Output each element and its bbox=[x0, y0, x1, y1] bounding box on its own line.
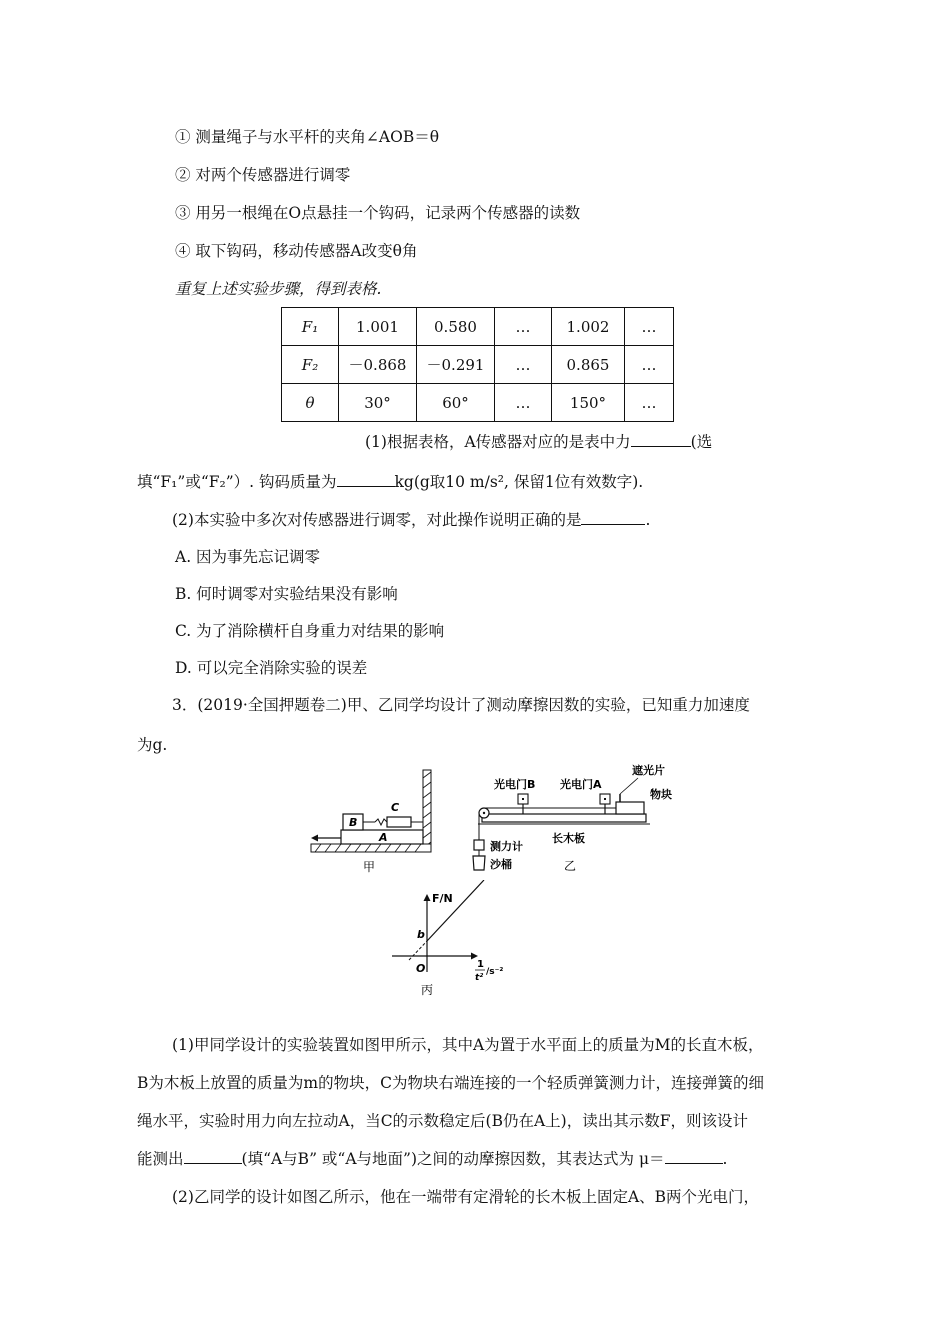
q2-2 bbox=[172, 508, 650, 530]
label-b: B bbox=[349, 816, 358, 829]
gate-a-dot bbox=[604, 798, 606, 800]
p3-1-line4-c: . bbox=[722, 1150, 728, 1168]
label-gate-a: 光电门A bbox=[560, 778, 602, 791]
q2-2-end: . bbox=[645, 511, 651, 529]
origin-label: O bbox=[416, 962, 426, 975]
option-d: D. 可以完全消除实验的误差 bbox=[175, 659, 368, 677]
label-block: 物块 bbox=[650, 788, 672, 801]
spring-scale-c bbox=[387, 817, 411, 827]
p3-1-line3: 绳水平，实验时用力向左拉动A，当C的示数稳定后(B仍在A上)，读出其示数F，则该设计 bbox=[137, 1112, 748, 1130]
answer-blank[interactable] bbox=[581, 523, 645, 525]
force-meter bbox=[474, 840, 484, 850]
table-cell: 1.001 bbox=[339, 308, 417, 346]
table-row bbox=[282, 346, 674, 384]
table-row bbox=[282, 384, 674, 422]
intercept-label: b bbox=[417, 928, 425, 941]
arrow-head bbox=[311, 835, 318, 842]
table-cell: 30° bbox=[339, 384, 417, 422]
q3-head: 3．(2019·全国押题卷二)甲、乙同学均设计了测动摩擦因数的实验，已知重力加速度 bbox=[172, 696, 750, 714]
fit-line bbox=[427, 880, 484, 941]
p3-1-line1: (1)甲同学设计的实验装置如图甲所示，其中A为置于水平面上的质量为M的长直木板， bbox=[172, 1036, 764, 1054]
table-cell: －0.868 bbox=[339, 346, 417, 384]
table-cell: 1.002 bbox=[552, 308, 625, 346]
p3-1-line2: B为木板上放置的质量为m的物块，C为物块右端连接的一个轻质弹簧测力计，连接弹簧的细 bbox=[137, 1074, 764, 1092]
shade-pointer bbox=[620, 778, 638, 794]
table-cell: … bbox=[625, 346, 674, 384]
label-board: 长木板 bbox=[552, 832, 585, 845]
y-label: F/N bbox=[432, 892, 453, 905]
dashed-extension bbox=[409, 941, 427, 960]
table-cell: F₂ bbox=[282, 346, 339, 384]
wall bbox=[423, 770, 431, 852]
table-cell: F₁ bbox=[282, 308, 339, 346]
figure-bing bbox=[388, 880, 518, 1002]
step-2: ② 对两个传感器进行调零 bbox=[175, 166, 351, 184]
block bbox=[616, 802, 644, 814]
label-meter: 测力计 bbox=[490, 840, 523, 853]
q3-head2: 为g. bbox=[137, 736, 168, 754]
label-bucket: 沙桶 bbox=[490, 858, 512, 871]
step-1: ① 测量绳子与水平杆的夹角∠AOB＝θ bbox=[175, 128, 440, 146]
table-cell: … bbox=[495, 384, 552, 422]
pulley-axle bbox=[483, 812, 485, 814]
ground bbox=[311, 844, 431, 852]
option-b: B. 何时调零对实验结果没有影响 bbox=[175, 585, 398, 603]
q2-1-line2-a: 填“F₁”或“F₂”）. 钩码质量为 bbox=[137, 473, 337, 491]
answer-blank[interactable] bbox=[184, 1162, 242, 1164]
answer-blank[interactable] bbox=[631, 445, 691, 447]
caption-jia: 甲 bbox=[363, 860, 376, 874]
table-cell: 0.580 bbox=[417, 308, 495, 346]
label-c: C bbox=[391, 801, 400, 814]
q2-1-text-end: (选 bbox=[690, 433, 713, 451]
table-row bbox=[282, 308, 674, 346]
q2-1-line2-b: kg(g取10 m/s², 保留1位有效数字). bbox=[394, 473, 644, 491]
p3-2: (2)乙同学的设计如图乙所示，他在一端带有定滑轮的长木板上固定A、B两个光电门， bbox=[172, 1188, 760, 1206]
x-label-den: t² bbox=[475, 973, 484, 983]
option-c: C. 为了消除横杆自身重力对结果的影响 bbox=[175, 622, 445, 640]
step-3: ③ 用另一根绳在O点悬挂一个钩码，记录两个传感器的读数 bbox=[175, 204, 581, 222]
q2-2-text: (2)本实验中多次对传感器进行调零，对此操作说明正确的是 bbox=[172, 511, 582, 529]
caption-yi: 乙 bbox=[564, 859, 577, 873]
repeat-note: 重复上述实验步骤，得到表格. bbox=[175, 280, 382, 298]
label-gate-b: 光电门B bbox=[494, 778, 536, 791]
data-table bbox=[281, 307, 674, 422]
table-cell: … bbox=[495, 308, 552, 346]
table-cell: θ bbox=[282, 384, 339, 422]
step-4: ④ 取下钩码，移动传感器A改变θ角 bbox=[175, 242, 418, 260]
q2-1-line2 bbox=[137, 470, 643, 492]
q2-1-text: (1)根据表格，A传感器对应的是表中力 bbox=[365, 433, 631, 451]
table-cell: … bbox=[495, 346, 552, 384]
table-cell: … bbox=[625, 384, 674, 422]
p3-1-line4 bbox=[137, 1147, 727, 1169]
answer-blank[interactable] bbox=[337, 485, 395, 487]
table-cell: 150° bbox=[552, 384, 625, 422]
answer-blank[interactable] bbox=[665, 1162, 723, 1164]
table-cell: 60° bbox=[417, 384, 495, 422]
p3-1-line4-a: 能测出 bbox=[137, 1150, 184, 1168]
sand-bucket bbox=[473, 856, 485, 870]
y-axis-arrow bbox=[424, 894, 431, 901]
long-board bbox=[482, 814, 646, 822]
caption-bing: 丙 bbox=[421, 983, 434, 997]
label-shade: 遮光片 bbox=[632, 764, 665, 777]
table-cell: … bbox=[625, 308, 674, 346]
gate-b-dot bbox=[522, 798, 524, 800]
figure-jia bbox=[305, 760, 445, 875]
table-cell: 0.865 bbox=[552, 346, 625, 384]
table-cell: －0.291 bbox=[417, 346, 495, 384]
p3-1-line4-b: (填“A与B” 或“A与地面”)之间的动摩擦因数，其表达式为 μ＝ bbox=[241, 1150, 665, 1168]
spring bbox=[375, 819, 387, 825]
option-a: A. 因为事先忘记调零 bbox=[175, 548, 321, 566]
x-label-num: 1 bbox=[477, 959, 484, 970]
label-a: A bbox=[379, 831, 388, 844]
x-label-unit: /s⁻² bbox=[486, 967, 504, 977]
figure-yi bbox=[468, 760, 690, 875]
q2-1-line1 bbox=[365, 430, 712, 452]
